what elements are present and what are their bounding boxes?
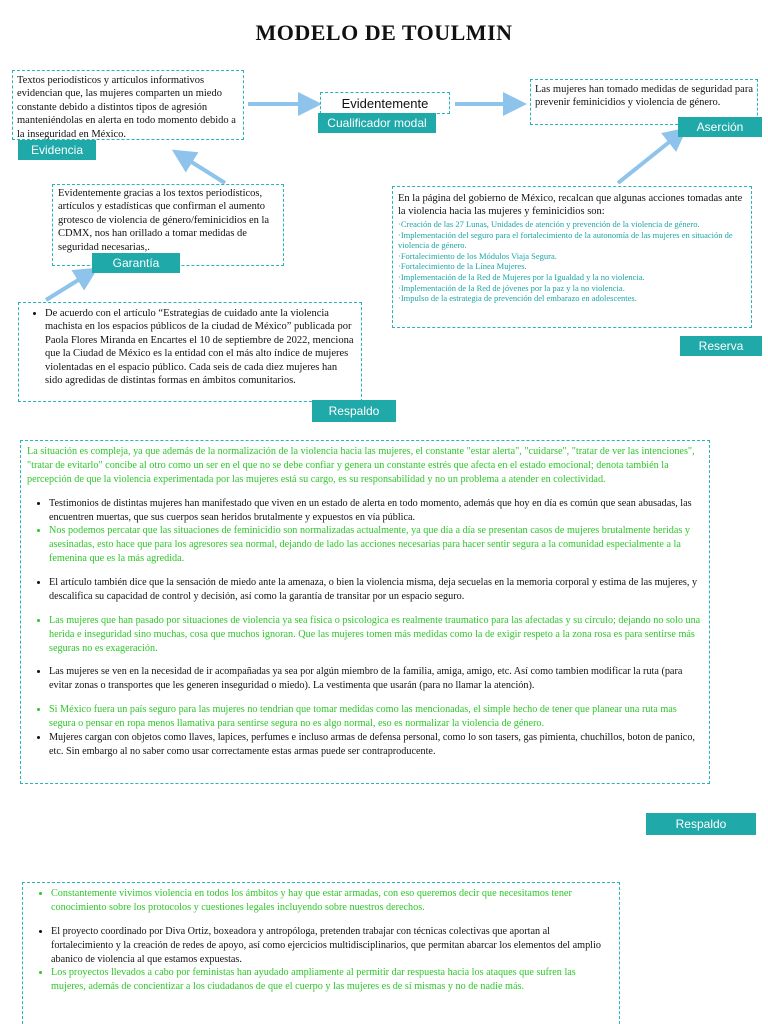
reserve-intro: En la página del gobierno de México, recalcan que algunas acciones tomadas ante la violencia hacia las mujeres y feminicidios son: (398, 193, 743, 218)
warrant-label: Garantía (92, 253, 180, 273)
backing-1-item: • De acuerdo con el artículo “Estrategias de cuidado ante la violencia machista en los espacios públicos de la ciudad de México” publicada por Paola Flores Miranda en Encartes el 10 de septiembre de 2022, menciona que la Ciudad de México es la entidad con el más alto índice de mujeres violentadas en el espacio público. Cada seis de cada diez mujeres han sido agredidas de distintas formas en ámbitos comunitarios. (45, 307, 357, 388)
backing-1-label: Respaldo (312, 400, 396, 422)
qualifier-box (320, 92, 450, 114)
backing-2-intro: La situación es compleja, ya que además de la normalización de la violencia hacia las mujeres, el constante "estar alerta", "cuidarse", "tratar de ver las intenciones", "tratar de evitarlo" concibe al otro como un ser en el que no se debe confiar y genera un constante estrés que afecta en el estado emocional; denota también la percepción de que la violencia experimentada por las mujeres está su cargo, es su responsabilidad y no un problema a atender en colectividad. (27, 446, 695, 485)
assertion-label: Aserción (678, 117, 762, 137)
backing-box-1 (18, 302, 362, 402)
arrow-backing-to-warrant (46, 274, 88, 300)
reserve-item: ·Fortalecimiento de la Línea Mujeres. (398, 261, 527, 272)
backing-3-item: • El proyecto coordinado por Diva Ortiz, boxeadora y antropóloga, pretenden trabajar con técnicas colectivas que aportan al fortalecimiento y la creación de redes de apoyo, así como ejercicios multidisciplinarios, que permitan abarcar los elementos del amplio abanico de violencia al que estamos expuestas. (51, 925, 613, 967)
qualifier-text: Evidentemente (341, 96, 429, 111)
backing-2-item: • Si México fuera un país seguro para las mujeres no tendrian que tomar medidas como las mencionadas, el simple hecho de tener que planear una ruta mas segura o pensar en ropa menos llamativa para sentirse segura no es algo normal, eso es normalizar la violencia de género. (49, 703, 703, 731)
backing-2-item: • Las mujeres se ven en la necesidad de ir acompañadas ya sea por algún miembro de la familia, amiga, amigo, etc. Así como tambien modificar la ruta (para evitar zonas o transportes que les generen inseguridad o miedo). La vestimenta que usarán (para no llamar la atención). (49, 665, 703, 693)
reserve-item: ·Implementación del seguro para el fortalecimiento de la autonomía de las mujeres en situación de violencia de género. (398, 229, 733, 251)
backing-box-2 (20, 440, 710, 784)
arrow-warrant-to-evidence (182, 156, 225, 183)
reserve-item: ·Fortalecimiento de los Módulos Viaja Segura. (398, 250, 557, 261)
reserve-box (392, 186, 752, 328)
reserve-item: ·Impulso de la estrategia de prevención del embarazo en adolescentes. (398, 293, 637, 304)
backing-2-item: • Testimonios de distintas mujeres han manifestado que viven en un estado de alerta en todo momento, además que hoy en día es común que sean abusadas, las encuentren muertas, que sus cuerpos sean heridos brutalmente y expuestos en vía pública. (49, 497, 703, 525)
backing-2-label: Respaldo (646, 813, 756, 835)
backing-2-item: • Nos podemos percatar que las situaciones de feminicidio son normalizadas actualmente, ya que día a día se presentan casos de mujeres brutalmente heridas y asesinadas, esto hace que para los agresores sea normal, dejando de lado las acciones necesarias para hacer sentir segura a la comunidad especialmente a la femenina que es la más agredida. (49, 524, 703, 566)
backing-box-3 (22, 882, 620, 1024)
reserve-label: Reserva (680, 336, 762, 356)
backing-2-item: • Mujeres cargan con objetos como llaves, lapices, perfumes e incluso armas de defensa personal, como lo son tasers, gas pimienta, chuchillos, boton de panico, etc. Sin embargo al no saber como usar correctamente estas armas puede ser contraproducente. (49, 731, 703, 759)
warrant-text: Evidentemente gracias a los textos periodísticos, artículos y estadísticas que confirman el aumento grotesco de violencia de género/feminicidios en la CDMX, nos han orillado a tomar medidas de seguridad necesarias,. (58, 188, 270, 253)
reserve-item: ·Implementación de la Red de Mujeres por la Igualdad y la no violencia. (398, 272, 645, 282)
page-title: MODELO DE TOULMIN (255, 20, 513, 45)
evidence-box (12, 70, 244, 140)
assertion-text: Las mujeres han tomado medidas de seguridad para prevenir feminicidios y violencia de género. (535, 84, 753, 109)
reserve-item: ·Creación de las 27 Lunas, Unidades de atención y prevención de la violencia de género. (398, 218, 700, 229)
backing-2-item: • El artículo también dice que la sensación de miedo ante la amenaza, o bien la violencia misma, deja secuelas en la memoria corporal y estima de las mujeres, y descalifica su capacidad de control y decisión, así como la garantía de transitar por un espacio seguro. (49, 576, 703, 604)
backing-3-item: • Constantemente vivimos violencia en todos los ámbitos y hay que estar armadas, con eso queremos decir que necesitamos tener conocimiento sobre los protocolos y cuestiones legales incluyendo sobre nuestros derechos. (51, 887, 613, 915)
arrow-reserve-to-assertion (618, 135, 678, 183)
evidence-label: Evidencia (18, 140, 96, 160)
backing-2-item: • Las mujeres que han pasado por situaciones de violencia ya sea física o psicologica es realmente traumatico para las afectadas y su círculo; dejando no solo una herida e inseguridad sino muchas, cosa que muchos ignoran. Que las mujeres tomen más medidas como la de exigir respeto a la zona rosa es para sentirse más seguras no es exageración. (49, 614, 703, 656)
qualifier-label: Cualificador modal (318, 113, 436, 133)
reserve-item: ·Implementación de la Red de jóvenes por la paz y la no violencia. (398, 282, 625, 293)
evidence-text: Textos periodísticos y artículos informativos evidencian que, las mujeres comparten un miedo constante debido a distintos tipos de agresión manteniéndolas en alerta en todo momento debido a la inseguridad en México. (17, 75, 236, 140)
backing-3-item: • Los proyectos llevados a cabo por feministas han ayudado ampliamente al permitir dar respuesta hacia los ataques que sufren las mujeres, además de concientizar a los ciudadanos de que el cuerpo y las mujeres es de sí mismas y no de nadie más. (51, 966, 613, 994)
